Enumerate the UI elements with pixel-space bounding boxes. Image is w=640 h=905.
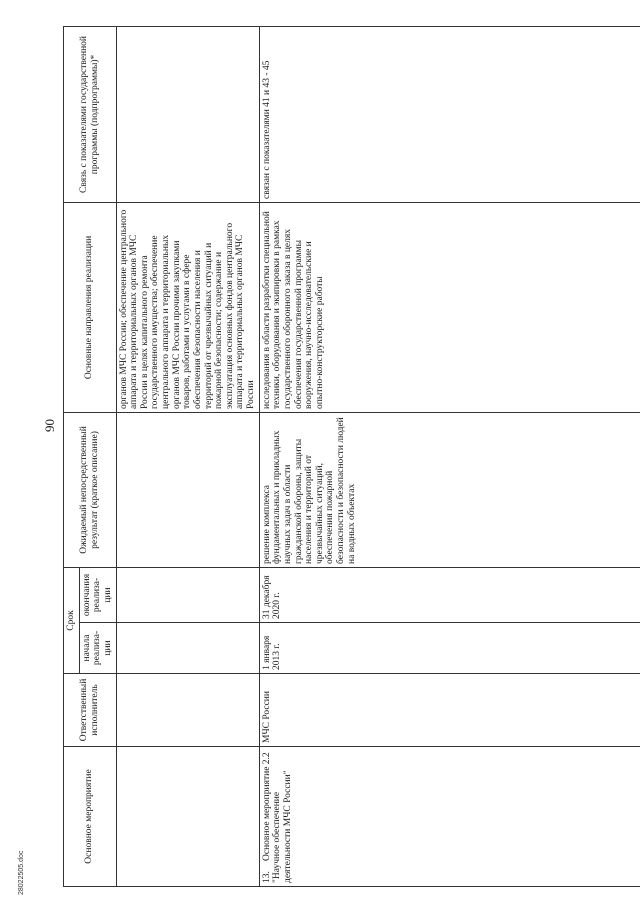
cell-directions: органов МЧС России; обеспечение центрального аппарата и территориальных органов МЧС России в целях капитального ремонта государственного имущества; обеспечение центрального аппарата и территориальных органов МЧС России прочими закупками товаров, работами и услугами в сфере обеспечения безопасности населения и территорий от чрезвычайных ситуаций и пожарной безопасности; содержание и эксплуатация основных фондов центрального аппарата и территориальных органов МЧС России [116,202,259,412]
cell-empty [116,623,259,674]
cell-directions: исследования в области разработки специальной техники, оборудования и экипировки в рамках государственного оборонного заказа в целях обеспечения государственной программы вооружения, научно-исследовательские и опытно-конструкторские работы [259,202,640,412]
header-term: Срок [64,567,80,673]
cell-end: 31 декабря 2020 г. [259,567,640,622]
cell-empty [116,26,259,202]
activity-text: Основное мероприятие 2.2 "Научное обеспечение деятельности МЧС России" [261,752,293,883]
header-executor: Ответственный исполнитель [64,674,117,747]
cell-result: решение комплекса фундаментальных и прикладных научных задач в области гражданской обороны, защиты населения и территорий от чрезвычайных ситуаций, обеспечения пожарной безопасности и безопасности людей на водных объектах [259,412,640,567]
header-start: начала реализа-ции [79,623,116,674]
cell-link: связан с показателями 41 и 43 - 45 [259,26,640,202]
cell-empty [116,567,259,622]
row-number: 13. [261,871,272,883]
cell-activity [259,747,640,887]
cell-start: 1 января 2013 г. [259,623,640,674]
cell-empty [116,674,259,747]
table-row-13 [259,26,640,886]
header-end: окончания реализа-ции [79,567,116,622]
page-number: 90 [42,419,57,432]
measures-table [63,26,640,887]
table-row-continuation [116,26,259,886]
cell-empty [116,747,259,887]
cell-executor: МЧС России [259,674,640,747]
rotated-table-container [63,27,619,887]
file-id: 28022505.doc [18,850,25,895]
header-main-activity: Основное мероприятие [64,747,117,887]
header-link: Связь с показателями государственной программы (подпрограммы)* [64,26,117,202]
header-result: Ожидаемый непосредственный результат (краткое описание) [64,412,117,567]
header-row [64,26,80,886]
header-directions: Основные направления реализации [64,202,117,412]
cell-empty [116,412,259,567]
